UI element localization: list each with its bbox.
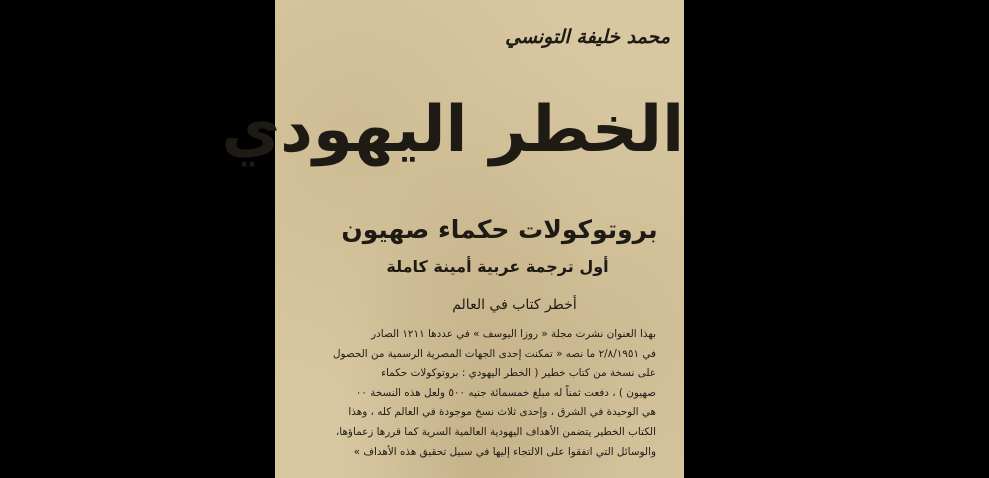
book-cover-page [221,0,684,478]
paragraph-line: على نسخة من كتاب خطير ( الخطر اليهودي : بروتوكولات حكماء [381,367,656,380]
section-headline: أخطر كتاب في العالم [452,297,577,313]
book-subtitle: بروتوكولات حكماء صهيون [341,215,658,244]
paragraph-line: صهيون ) ، دفعت ثمناً له مبلغ خمسمائة جنيه ٥٠٠ ولعل هذه النسخة ٠٠ [355,386,656,399]
author-name: محمد خليفة التونسي [505,26,670,48]
paragraph-line: في ٢/٨/١٩٥١ ما نصه « تمكنت إحدى الجهات المصرية الرسمية من الحصول [332,347,656,360]
translation-tagline: أول ترجمة عربية أمينة كاملة [386,257,609,276]
paragraph-line: الكتاب الخطير يتضمن الأهداف اليهودية العالمية السرية كما قررها زعماؤها، [335,425,656,438]
quoted-paragraph [311,325,656,462]
paragraph-line: هي الوحيدة في الشرق ، وإحدى ثلاث نسخ موجودة في العالم كله ، وهذا [348,406,656,419]
paragraph-line: والوسائل التي اتفقوا على الالتجاء إليها في سبيل تحقيق هذه الأهداف » [353,445,656,458]
book-title: الخطر اليهودي [221,93,684,167]
paragraph-line: بهذا العنوان نشرت مجلة « روزا اليوسف » في عددها ١٢١١ الصادر [371,328,656,340]
